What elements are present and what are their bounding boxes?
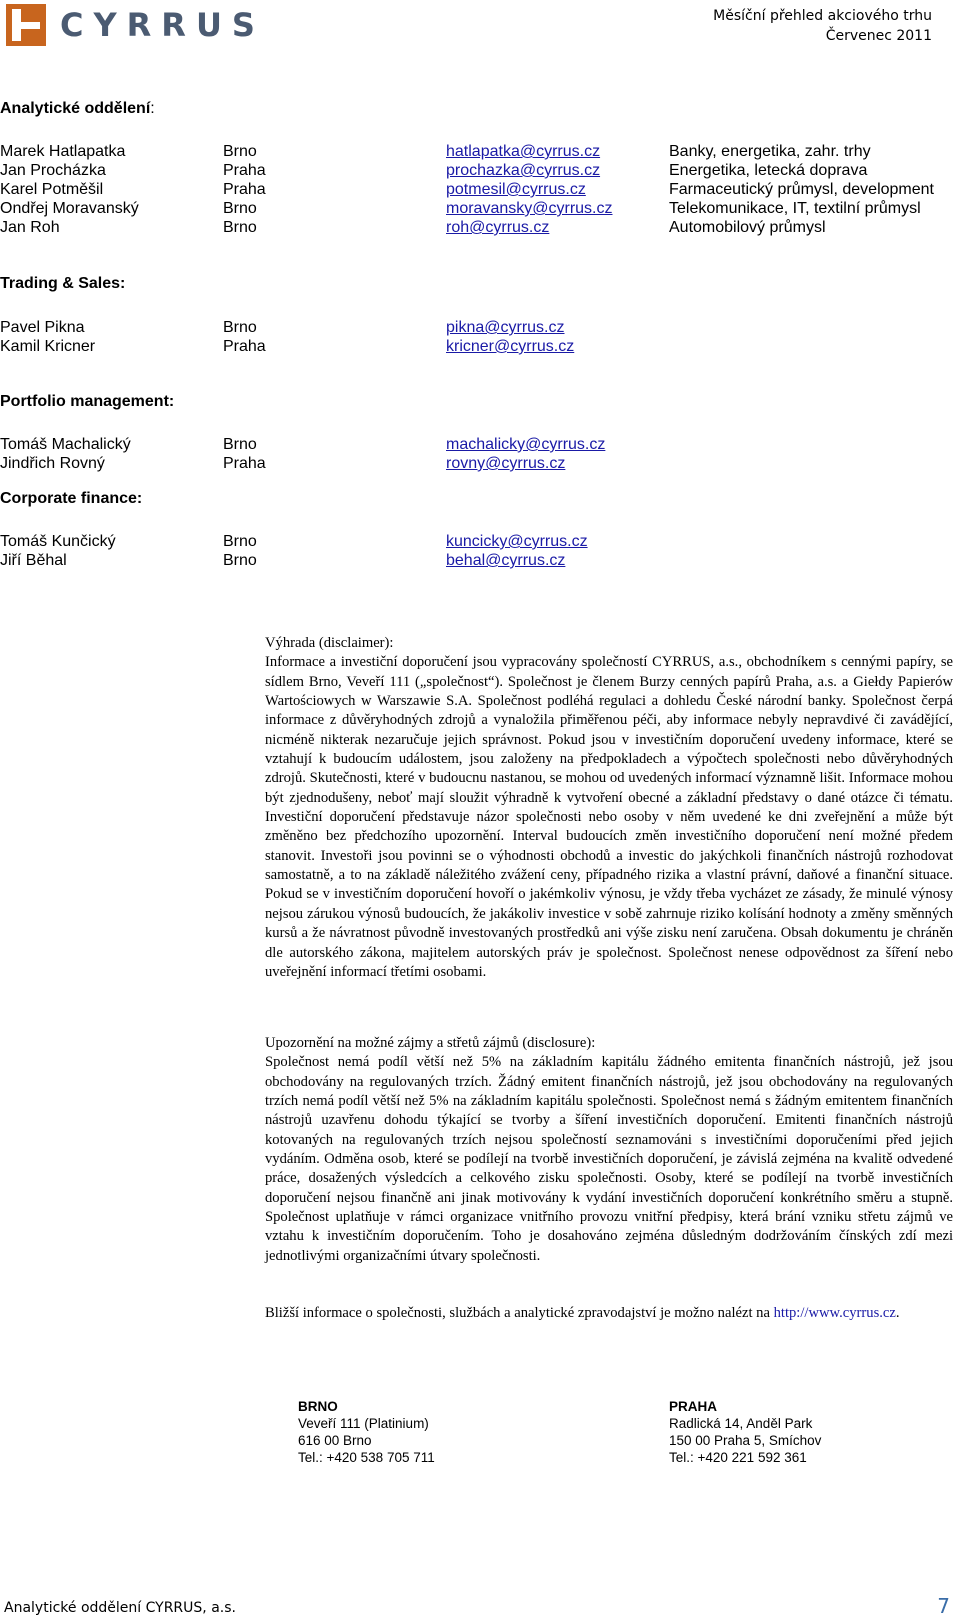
contact-email-link[interactable]: kricner@cyrrus.cz — [446, 338, 575, 355]
disclosure-block — [265, 1034, 953, 1266]
contact-name: Ondřej Moravanský — [0, 200, 139, 217]
disclaimer-text: Informace a investiční doporučení jsou vypracovány společností CYRRUS, a.s., obchodníkem s cennými papíry, se sídlem Brno, Veveří 111 („společnost“). Společnost je členem Burzy cenných papírů Praha, a.s. a Giełdy Papierów Wartościowych w Warszawie S.A. Společnost podléhá regulaci a dohledu České národní banky. Společnost čerpá informace z důvěryhodných zdrojů a vynaložila přiměřenou péči, aby informace nebyly nepravdivé či zavádějící, nicméně nikterak nezaručuje jejich správnost. Pokud jsou v investičním doporučení uvedeny informace, které se vztahují k budoucím událostem, jsou založeny na předpokladech a výpočtech společnosti nebo důvěryhodných zdrojů. Skutečnosti, které v budoucnu nastanou, se mohou od uvedených informací významně lišit. Informace mohou být zjednodušeny, neboť mají sloužit výhradně k vytvoření obecné a základní představy o dané otázce či tématu. Investiční doporučení představuje názor společnosti nebo osoby v něm uvedené ke dni zveřejnění a může být změněno bez předchozího upozornění. Interval budoucích změn investičního doporučení není možné předem stanovit. Investoři jsou povinni se o výhodnosti obchodů a investic do jakýchkoli finančních nástrojů rozhodovat samostatně, a to na základě náležitého zvážení ceny, případného rizika a vlastní právní, daňové a finanční situace. Pokud se v investičním doporučení hovoří o jakémkoliv výnosu, je vždy třeba vycházet ze zásady, že minulé výnosy nejsou zárukou výnosů budoucích, že jakákoliv investice v sobě zahrnuje riziko kolísání hodnoty a změny směnných kursů a že návratnost původně investovaných prostředků ani výše zisku není zaručena. Obsah dokumentu je chráněn dle autorského zákona, majitelem autorských práv je společnost. Společnost nenese odpovědnost za šíření nebo uveřejnění informací třetími osobami. — [265, 654, 953, 980]
more-info-end: . — [895, 1305, 900, 1321]
contact-name: Marek Hatlapatka — [0, 143, 126, 160]
address-line: Radlická 14, Anděl Park — [669, 1416, 813, 1431]
table-row — [0, 435, 940, 454]
contact-city: Brno — [223, 552, 257, 569]
contact-city: Brno — [223, 200, 257, 217]
contact-city: Praha — [223, 455, 266, 472]
address-line: 616 00 Brno — [298, 1433, 372, 1448]
disclosure-text: Společnost nemá podíl větší než 5% na základním kapitálu žádného emitenta finančních nástrojů, jež jsou obchodovány na regulovaných trzích. Žádný emitent finančních nástrojů, jež jsou obchodovány na regulovaných trzích nemá podíl větší než 5% na základním kapitálu společnosti. Společnost nemá s žádným emitentem finančních nástrojů uzavřenu dohodu týkající se tvorby a šíření investičních doporučení. Emitenti finančních nástrojů kotovaných na regulovaných trzích nejsou společností seznamováni s investičními doporučeními před jejich vydáním. Odměna osob, které se podílejí na tvorbě investičních doporučení, je závislá zejména na kvalitě odvedené práce, dosažených výsledcích a celkového zisku společnosti. Osoby, které se podílejí na tvorbě investičních doporučení nejsou finančně ani jinak motivovány k vydání investičních doporučení konkrétního směru a stupně. Společnost uplatňuje v rámci organizace vnitřního provozu vnitřní předpisy, která brání vzniku střetu zájmů ve vztahu k investičním doporučením. Toho je dosahováno zejména důsledným dodržováním čínských zdí mezi jednotlivými organizačními útvary společnosti. — [265, 1054, 953, 1264]
more-info-block — [265, 1304, 953, 1323]
contact-email-link[interactable]: prochazka@cyrrus.cz — [446, 162, 601, 179]
table-row — [0, 199, 940, 218]
table-row — [0, 161, 940, 180]
contact-coverage: Telekomunikace, IT, textilní průmysl — [669, 200, 921, 217]
contact-email-link[interactable]: moravansky@cyrrus.cz — [446, 200, 613, 217]
disclaimer-block — [265, 634, 953, 982]
address-praha — [669, 1398, 821, 1466]
contact-city: Brno — [223, 143, 257, 160]
footer-label: Analytické oddělení CYRRUS, a.s. — [4, 1600, 236, 1616]
contact-email-link[interactable]: potmesil@cyrrus.cz — [446, 181, 586, 198]
address-brno — [298, 1398, 435, 1466]
contact-city: Brno — [223, 319, 257, 336]
disclaimer-heading: Výhrada (disclaimer): — [265, 635, 394, 651]
address-title: PRAHA — [669, 1399, 718, 1414]
contact-email-link[interactable]: kuncicky@cyrrus.cz — [446, 533, 588, 550]
contact-name: Tomáš Machalický — [0, 436, 131, 453]
table-row — [0, 142, 940, 161]
contact-name: Tomáš Kunčický — [0, 533, 116, 550]
contact-city: Brno — [223, 436, 257, 453]
table-row — [0, 337, 940, 356]
address-title: BRNO — [298, 1399, 338, 1414]
report-title: Měsíční přehled akciového trhu — [713, 8, 932, 24]
contact-email-link[interactable]: roh@cyrrus.cz — [446, 219, 550, 236]
table-row — [0, 180, 940, 199]
contact-name: Jiří Běhal — [0, 552, 67, 569]
contact-city: Praha — [223, 162, 266, 179]
report-date: Červenec 2011 — [825, 28, 932, 44]
page-number: 7 — [937, 1594, 950, 1618]
table-row — [0, 218, 940, 237]
report-header-info — [713, 6, 932, 46]
contact-name: Pavel Pikna — [0, 319, 85, 336]
table-row — [0, 454, 940, 473]
contact-city: Brno — [223, 219, 257, 236]
address-phone: Tel.: +420 221 592 361 — [669, 1450, 807, 1465]
section-title-trading: Trading & Sales: — [0, 275, 126, 292]
contact-city: Praha — [223, 181, 266, 198]
table-row — [0, 551, 940, 570]
contact-name: Karel Potměšil — [0, 181, 104, 198]
contact-coverage: Farmaceutický průmysl, development — [669, 181, 934, 198]
disclosure-heading: Upozornění na možné zájmy a střetů zájmů (disclosure): — [265, 1035, 596, 1051]
contact-email-link[interactable]: pikna@cyrrus.cz — [446, 319, 565, 336]
contact-coverage: Banky, energetika, zahr. trhy — [669, 143, 871, 160]
logo-wordmark: CYRRUS — [60, 6, 265, 44]
table-row — [0, 318, 940, 337]
contact-name: Jan Procházka — [0, 162, 106, 179]
contact-name: Jindřich Rovný — [0, 455, 105, 472]
cyrrus-logo-icon — [6, 4, 46, 46]
contact-coverage: Automobilový průmysl — [669, 219, 826, 236]
section-title-analytics: Analytické oddělení: — [0, 100, 155, 117]
contact-city: Brno — [223, 533, 257, 550]
page-header — [0, 0, 960, 60]
section-title-corporate: Corporate finance: — [0, 490, 143, 507]
contact-name: Kamil Kricner — [0, 338, 96, 355]
contact-city: Praha — [223, 338, 266, 355]
cyrrus-logo — [6, 2, 265, 48]
address-phone: Tel.: +420 538 705 711 — [298, 1450, 435, 1465]
contact-email-link[interactable]: hatlapatka@cyrrus.cz — [446, 143, 601, 160]
website-link[interactable]: http://www.cyrrus.cz — [773, 1305, 896, 1321]
address-line: Veveří 111 (Platinium) — [298, 1416, 429, 1431]
contact-coverage: Energetika, letecká doprava — [669, 162, 868, 179]
address-line: 150 00 Praha 5, Smíchov — [669, 1433, 822, 1448]
contact-email-link[interactable]: machalicky@cyrrus.cz — [446, 436, 606, 453]
section-title-portfolio: Portfolio management: — [0, 393, 175, 410]
contact-email-link[interactable]: rovny@cyrrus.cz — [446, 455, 566, 472]
contact-email-link[interactable]: behal@cyrrus.cz — [446, 552, 566, 569]
more-info-text: Bližší informace o společnosti, službách a analytické zpravodajství je možno nalézt na — [265, 1305, 770, 1321]
contact-name: Jan Roh — [0, 219, 60, 236]
table-row — [0, 532, 940, 551]
